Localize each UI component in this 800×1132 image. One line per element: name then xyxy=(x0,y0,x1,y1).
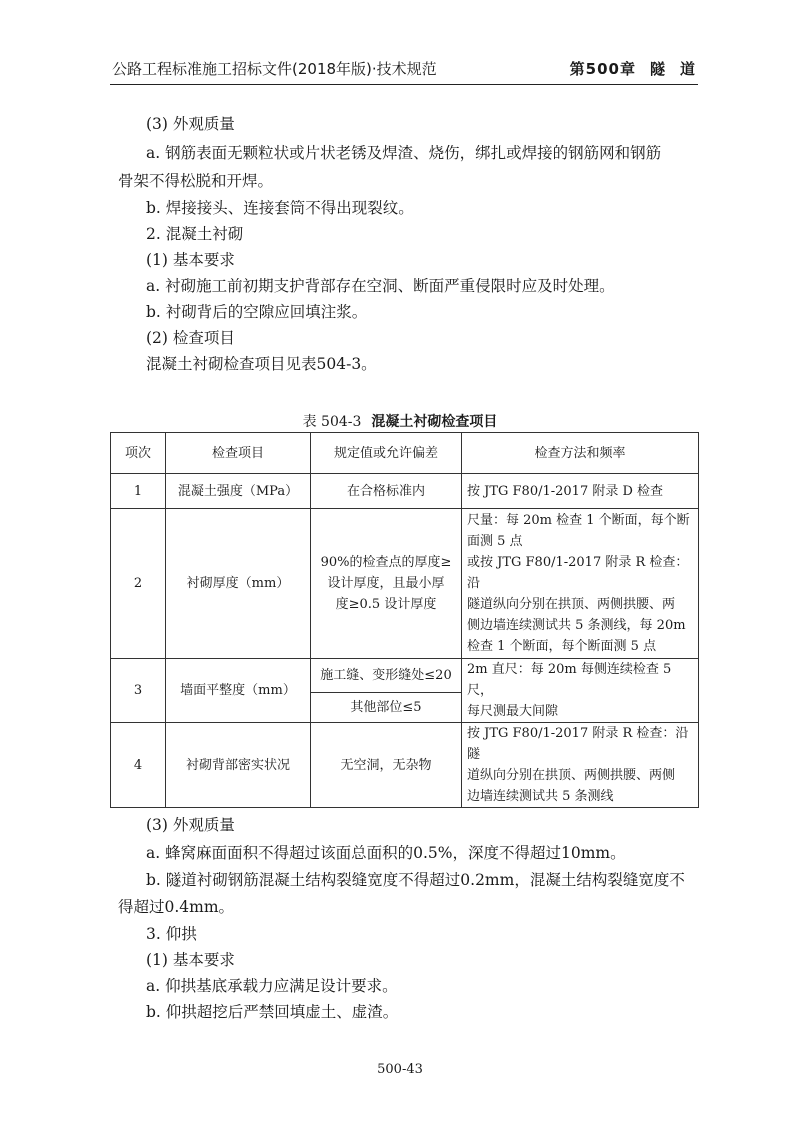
table-number: 表 504-3 xyxy=(302,414,362,430)
header-tolerance: 规定值或允许偏差 xyxy=(311,433,462,474)
upper-heading-appearance: (3) 外观质量 xyxy=(146,115,235,133)
row4-item: 衬砌背部密实状况 xyxy=(166,723,311,808)
row2-item: 衬砌厚度（mm） xyxy=(166,509,311,659)
chapter-number: 第500章 xyxy=(569,60,636,78)
row1-method: 按 JTG F80/1-2017 附录 D 检查 xyxy=(462,474,699,509)
table-title: 混凝土衬砌检查项目 xyxy=(371,414,498,430)
invert-basic-requirements: (1) 基本要求 xyxy=(146,951,235,969)
section-heading-concrete-lining: 2. 混凝土衬砌 xyxy=(146,225,244,243)
header-method: 检查方法和频率 xyxy=(462,433,699,474)
invert-requirement-b: b. 仰拱超挖后严禁回填虚土、虚渣。 xyxy=(146,1003,399,1021)
row3-no: 3 xyxy=(111,659,166,723)
table-row xyxy=(111,509,699,659)
header-item-no: 项次 xyxy=(111,433,166,474)
lower-para-a: a. 蜂窝麻面面积不得超过该面总面积的0.5%，深度不得超过10mm。 xyxy=(146,844,626,862)
row3-method-line2: 每尺测最大间隙 xyxy=(467,704,559,719)
lower-para-b-line1: b. 隧道衬砌钢筋混凝土结构裂缝宽度不得超过0.2mm，混凝土结构裂缝宽度不 xyxy=(146,871,685,889)
subheading-inspection-items: (2) 检查项目 xyxy=(146,329,235,347)
row4-method-line1: 按 JTG F80/1-2017 附录 R 检查：沿隧 xyxy=(467,726,689,762)
row2-tolerance-line2: 设计厚度，且最小厚 xyxy=(327,576,445,591)
row3-tolerance-a: 施工缝、变形缝处≤20 xyxy=(311,659,462,693)
inspection-table xyxy=(110,432,699,808)
row3-method xyxy=(462,659,699,723)
row1-no: 1 xyxy=(111,474,166,509)
row2-method-line4: 隧道纵向分别在拱顶、两侧拱腰、两 xyxy=(467,597,676,612)
table-caption xyxy=(0,411,800,431)
row4-no: 4 xyxy=(111,723,166,808)
subheading-basic-requirements: (1) 基本要求 xyxy=(146,251,235,269)
row2-method-line3: 或按 JTG F80/1-2017 附录 R 检查：沿 xyxy=(467,555,689,591)
row2-no: 2 xyxy=(111,509,166,659)
row2-tolerance-line3: 度≥0.5 设计厚度 xyxy=(335,597,437,612)
table-row xyxy=(111,659,699,693)
table-header-row xyxy=(111,433,699,474)
lower-heading-appearance: (3) 外观质量 xyxy=(146,816,235,834)
row2-method-line5: 侧边墙连续测试共 5 条测线，每 20m xyxy=(467,618,686,633)
chapter-name-1: 隧 xyxy=(649,60,666,78)
invert-requirement-a: a. 仰拱基底承载力应满足设计要求。 xyxy=(146,977,398,995)
table-row xyxy=(111,474,699,509)
row3-tolerance-b: 其他部位≤5 xyxy=(311,693,462,723)
table-row xyxy=(111,723,699,808)
lower-para-b-line2: 得超过0.4mm。 xyxy=(118,898,235,916)
page-number: 500-43 xyxy=(377,1062,423,1077)
chapter-name-2: 道 xyxy=(679,60,696,78)
upper-para-a-line2: 骨架不得松脱和开焊。 xyxy=(118,172,274,190)
section-heading-invert: 3. 仰拱 xyxy=(146,925,197,943)
row1-tolerance: 在合格标准内 xyxy=(311,474,462,509)
row4-method-line2: 道纵向分别在拱顶、两侧拱腰、两侧 xyxy=(467,768,676,783)
running-header xyxy=(110,54,698,85)
row4-method-line3: 边墙连续测试共 5 条测线 xyxy=(467,789,614,804)
inspection-reference: 混凝土衬砌检查项目见表504-3。 xyxy=(146,355,377,373)
chapter-title xyxy=(570,58,696,79)
row3-item: 墙面平整度（mm） xyxy=(166,659,311,723)
row3-method-line1: 2m 直尺：每 20m 每侧连续检查 5 尺， xyxy=(467,662,672,698)
row2-method-line2: 面测 5 点 xyxy=(467,534,523,549)
row2-method-line6: 检查 1 个断面，每个断面测 5 点 xyxy=(467,639,657,654)
requirement-b: b. 衬砌背后的空隙应回填注浆。 xyxy=(146,303,368,321)
row4-tolerance: 无空洞，无杂物 xyxy=(311,723,462,808)
document-title: 公路工程标准施工招标文件(2018年版)·技术规范 xyxy=(112,60,437,78)
upper-para-b: b. 焊接接头、连接套筒不得出现裂纹。 xyxy=(146,199,414,217)
row2-tolerance-line1: 90%的检查点的厚度≥ xyxy=(320,555,452,570)
header-check-item: 检查项目 xyxy=(166,433,311,474)
row1-item: 混凝土强度（MPa） xyxy=(166,474,311,509)
requirement-a: a. 衬砌施工前初期支护背部存在空洞、断面严重侵限时应及时处理。 xyxy=(146,277,615,295)
row4-method xyxy=(462,723,699,808)
row2-method-line1: 尺量：每 20m 检查 1 个断面，每个断 xyxy=(467,513,690,528)
row2-method xyxy=(462,509,699,659)
row2-tolerance xyxy=(311,509,462,659)
upper-para-a-line1: a. 钢筋表面无颗粒状或片状老锈及焊渣、烧伤，绑扎或焊接的钢筋网和钢筋 xyxy=(146,144,662,162)
